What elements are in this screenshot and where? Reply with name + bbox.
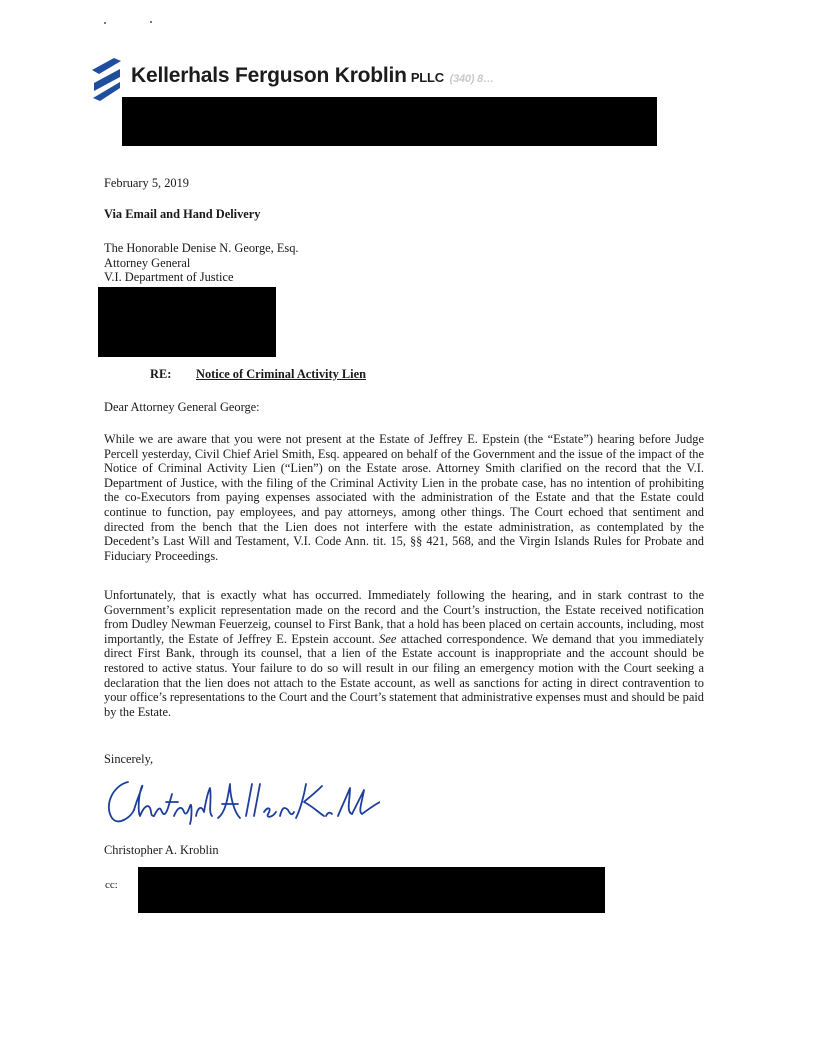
redaction-address-block: [122, 97, 657, 146]
scan-speck: [104, 22, 106, 24]
faint-stamp: (340) 8…: [449, 73, 494, 85]
recipient-address: [104, 241, 299, 285]
recipient-title: Attorney General: [104, 255, 191, 270]
body-paragraph-2: [104, 588, 704, 719]
body-paragraph-1: While we are aware that you were not present at the Estate of Jeffrey E. Epstein (the “Estate”) hearing before Judge Percell yesterday, Civil Chief Ariel Smith, Esq. appeared on behalf of the Government and the issue of the impact of the Notice of Criminal Activity Lien (“Lien”) on the Estate arose. Attorney Smith clarified on the record that the V.I. Department of Justice, with the filing of the Criminal Activity Lien in the probate case, has no intention of prohibiting the co-Executors from paying expenses associated with the administration of the Estate and that the Estate could continue to function, pay employees, and pay attorneys, among other things. The Court echoed that sentiment and directed from the bench that the Lien does not interfere with the estate administration, as contemplated by the Decedent’s Last Will and Testament, V.I. Code Ann. tit. 15, §§ 421, 568, and the Virgin Islands Rules for Probate and Fiduciary Proceedings.: [104, 432, 704, 563]
delivery-method: Via Email and Hand Delivery: [104, 207, 261, 221]
redaction-cc-list: [138, 867, 605, 913]
redaction-recipient-address: [98, 287, 276, 357]
paragraph-2-part-1: Unfortunately, that is exactly what has occurred. Immediately following the hearing, and in stark contrast to the Government’s explicit representation made on the record and the Court’s instruction, the Estate received notification from Dudley Newman Feuerzeig, counsel to First Bank, that a hold has been placed on certain accounts, including, most importantly, the Estate of Jeffrey E. Epstein account.: [104, 588, 704, 646]
cc-label: cc:: [105, 879, 118, 891]
re-label: RE:: [150, 367, 172, 381]
closing: Sincerely,: [104, 752, 154, 766]
firm-name: [131, 64, 494, 88]
paragraph-2-part-2: attached correspondence. We demand that you immediately direct First Bank, through its counsel, that a lien of the Estate account is inappropriate and the account should be restored to active status. Your failure to do so will result in our filing an emergency motion with the Court seeking a declaration that the lien does not attach to the Estate account, as well as sanctions for acting in direct contravention to your office’s representations to the Court and the Court’s statement that administrative expenses must and should be paid by the Estate.: [104, 631, 704, 719]
see-signal: See: [379, 631, 397, 646]
letter-date: February 5, 2019: [104, 176, 189, 190]
recipient-name: The Honorable Denise N. George, Esq.: [104, 241, 299, 255]
firm-suffix: PLLC: [410, 70, 444, 85]
scan-speck: [150, 21, 152, 23]
firm-name-text: Kellerhals Ferguson Kroblin: [131, 64, 407, 87]
signer-name: Christopher A. Kroblin: [104, 843, 219, 857]
re-subject: Notice of Criminal Activity Lien: [196, 367, 366, 381]
kfk-logo-icon: [92, 58, 122, 102]
salutation: Dear Attorney General George:: [104, 400, 260, 414]
signature: [100, 772, 380, 832]
recipient-department: V.I. Department of Justice: [104, 270, 234, 285]
